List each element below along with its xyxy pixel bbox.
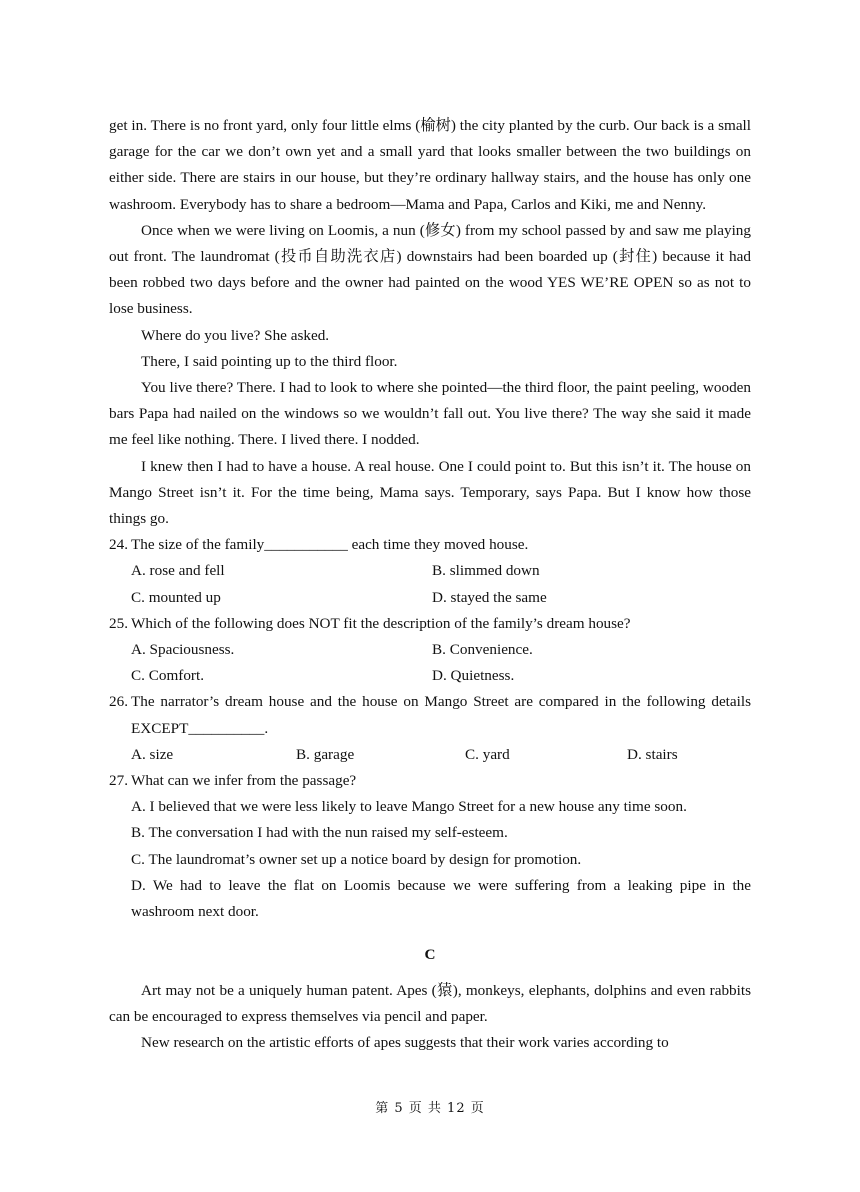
- option-d[interactable]: D. stairs: [627, 745, 678, 763]
- option-b[interactable]: B. The conversation I had with the nun raised my self-esteem.: [131, 824, 508, 842]
- passage-paragraph: Art may not be a uniquely human patent. Apes (猿), monkeys, elephants, dolphins and even rabbits can be encouraged to express themselves via pencil and paper.: [109, 981, 751, 1025]
- option-row: [109, 663, 751, 689]
- question-number: 27.: [109, 772, 128, 790]
- passage-paragraph: get in. There is no front yard, only four little elms (榆树) the city planted by the curb. Our back is a small garage for the car we don’t own yet and a small yard that looks smaller between the two buildings on either side. There are stairs in our house, but they’re ordinary hallway stairs, and the house has only one washroom. Everybody has to share a bedroom—Mama and Papa, Carlos and Kiki, me and Nenny.: [109, 117, 751, 213]
- option-row: [109, 585, 751, 611]
- question-text: Which of the following does NOT fit the description of the family’s dream house?: [131, 614, 631, 632]
- passage-paragraph: I knew then I had to have a house. A real house. One I could point to. But this isn’t it. The house on Mango Street isn’t it. For the time being, Mama says. Temporary, says Papa. But I know how those things go.: [109, 457, 751, 528]
- question-26: [109, 689, 751, 741]
- option-c[interactable]: C. Comfort.: [131, 667, 204, 685]
- page-content: [109, 113, 751, 1056]
- passage-paragraph: Once when we were living on Loomis, a nun (修女) from my school passed by and saw me playing out front. The laundromat (投币自助洗衣店) downstairs had been boarded up (封住) because it had been robbed two days before and the owner had painted on the wood YES WE’RE OPEN so as not to lose business.: [109, 221, 751, 318]
- passage-paragraph: There, I said pointing up to the third floor.: [141, 352, 398, 370]
- question-number: 24.: [109, 536, 128, 554]
- question-text: The narrator’s dream house and the house on Mango Street are compared in the following details EXCEPT__________.: [131, 693, 751, 737]
- question-25: [109, 611, 751, 637]
- passage-paragraph: Where do you live? She asked.: [141, 326, 330, 344]
- option-a[interactable]: A. I believed that we were less likely to leave Mango Street for a new house any time soon.: [131, 798, 687, 816]
- passage-paragraph: New research on the artistic efforts of apes suggests that their work varies according to: [141, 1033, 669, 1051]
- question-27: [109, 768, 751, 794]
- section-heading: C: [424, 946, 436, 964]
- option-a[interactable]: A. rose and fell: [131, 562, 225, 580]
- option-d[interactable]: D. We had to leave the flat on Loomis because we were suffering from a leaking pipe in the washroom next door.: [131, 876, 751, 921]
- option-d[interactable]: D. Quietness.: [432, 667, 515, 685]
- passage-paragraph: You live there? There. I had to look to where she pointed—the third floor, the paint peeling, wooden bars Papa had nailed on the windows so we wouldn’t fall out. You live there? The way she said it made me feel like nothing. There. I lived there. I nodded.: [109, 379, 751, 449]
- option-c[interactable]: C. yard: [465, 745, 510, 763]
- option-a[interactable]: A. Spaciousness.: [131, 641, 235, 659]
- question-text: The size of the family___________ each time they moved house.: [131, 536, 529, 554]
- option-row: [109, 742, 751, 768]
- option-d[interactable]: D. stayed the same: [432, 588, 547, 606]
- option-b[interactable]: B. slimmed down: [432, 562, 540, 580]
- question-text: What can we infer from the passage?: [131, 772, 357, 790]
- question-24: [109, 532, 751, 558]
- option-a[interactable]: A. size: [131, 745, 174, 763]
- option-row: [109, 558, 751, 584]
- option-row: [109, 637, 751, 663]
- option-b[interactable]: B. garage: [296, 745, 355, 763]
- option-b[interactable]: B. Convenience.: [432, 641, 533, 659]
- option-c[interactable]: C. mounted up: [131, 588, 221, 606]
- question-number: 25.: [109, 614, 128, 632]
- option-c[interactable]: C. The laundromat’s owner set up a notice board by design for promotion.: [131, 850, 582, 868]
- page-footer: 第 5 页 共 12 页: [375, 1101, 485, 1116]
- question-number: 26.: [109, 693, 128, 711]
